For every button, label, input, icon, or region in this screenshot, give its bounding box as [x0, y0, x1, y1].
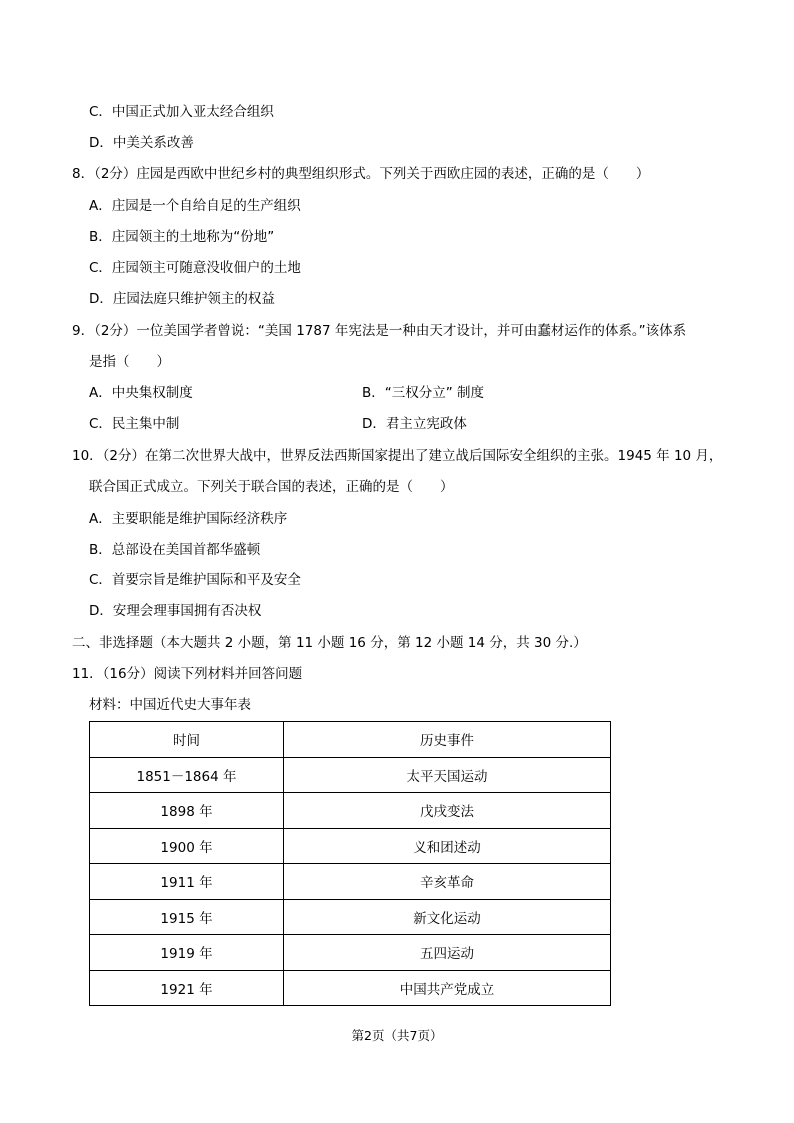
- q8-option-d: D．庄园法庭只维护领主的权益: [89, 291, 275, 307]
- cell-time: 1921 年: [90, 970, 284, 1006]
- cell-time: 1898 年: [90, 793, 284, 829]
- material-label: 材料：中国近代史大事年表: [89, 697, 251, 713]
- cell-event: 义和团述动: [284, 828, 611, 864]
- q9-option-a: A．中央集权制度: [89, 385, 193, 401]
- q9-stem-line1: 9．（2分）一位美国学者曾说：“美国 1787 年宪法是一种由天才设计，并可由蠢材运作的体系。”该体系: [72, 323, 687, 339]
- table-row: [90, 793, 611, 829]
- cell-event: 中国共产党成立: [284, 970, 611, 1006]
- table-row: [90, 864, 611, 900]
- q9-stem-line2: 是指（ ）: [89, 354, 170, 370]
- header-event: 历史事件: [284, 722, 611, 758]
- table-header-row: [90, 722, 611, 758]
- header-time: 时间: [90, 722, 284, 758]
- cell-time: 1911 年: [90, 864, 284, 900]
- q8-option-b: B．庄园领主的土地称为“份地”: [89, 229, 275, 245]
- table-row: [90, 970, 611, 1006]
- cell-time: 1915 年: [90, 899, 284, 935]
- cell-event: 五四运动: [284, 935, 611, 971]
- q9-option-d: D．君主立宪政体: [362, 416, 467, 432]
- q8-option-a: A．庄园是一个自给自足的生产组织: [89, 198, 301, 214]
- table-row: [90, 899, 611, 935]
- cell-event: 辛亥革命: [284, 864, 611, 900]
- cell-event: 新文化运动: [284, 899, 611, 935]
- q8-option-c: C．庄园领主可随意没收佃户的土地: [89, 260, 301, 276]
- q10-option-a: A．主要职能是维护国际经济秩序: [89, 511, 288, 527]
- chronology-table: [89, 721, 611, 1006]
- cell-event: 太平天国运动: [284, 757, 611, 793]
- q10-option-c: C．首要宗旨是维护国际和平及安全: [89, 572, 301, 588]
- q9-option-b: B．“三权分立” 制度: [362, 385, 485, 401]
- section-heading: 二、非选择题（本大题共 2 小题，第 11 小题 16 分，第 12 小题 14 分，共 30 分.）: [72, 635, 587, 651]
- cell-time: 1851－1864 年: [90, 757, 284, 793]
- q7-option-c: C．中国正式加入亚太经合组织: [89, 104, 274, 120]
- table-row: [90, 935, 611, 971]
- cell-time: 1919 年: [90, 935, 284, 971]
- q7-option-d: D．中美关系改善: [89, 135, 194, 151]
- q8-stem: 8．（2分）庄园是西欧中世纪乡村的典型组织形式。下列关于西欧庄园的表述，正确的是（ ）: [72, 166, 650, 182]
- q10-stem-line2: 联合国正式成立。下列关于联合国的表述，正确的是（ ）: [89, 479, 454, 495]
- q11-stem: 11．（16分）阅读下列材料并回答问题: [72, 666, 303, 682]
- page-footer: 第2页（共7页）: [351, 1028, 443, 1043]
- table-row: [90, 828, 611, 864]
- q10-stem-line1: 10．（2分）在第二次世界大战中，世界反法西斯国家提出了建立战后国际安全组织的主张。1945 年 10 月，: [72, 448, 723, 464]
- q10-option-b: B．总部设在美国首都华盛顿: [89, 542, 261, 558]
- cell-event: 戊戌变法: [284, 793, 611, 829]
- q10-option-d: D．安理会理事国拥有否决权: [89, 603, 262, 619]
- table-row: [90, 757, 611, 793]
- q9-option-c: C．民主集中制: [89, 416, 180, 432]
- cell-time: 1900 年: [90, 828, 284, 864]
